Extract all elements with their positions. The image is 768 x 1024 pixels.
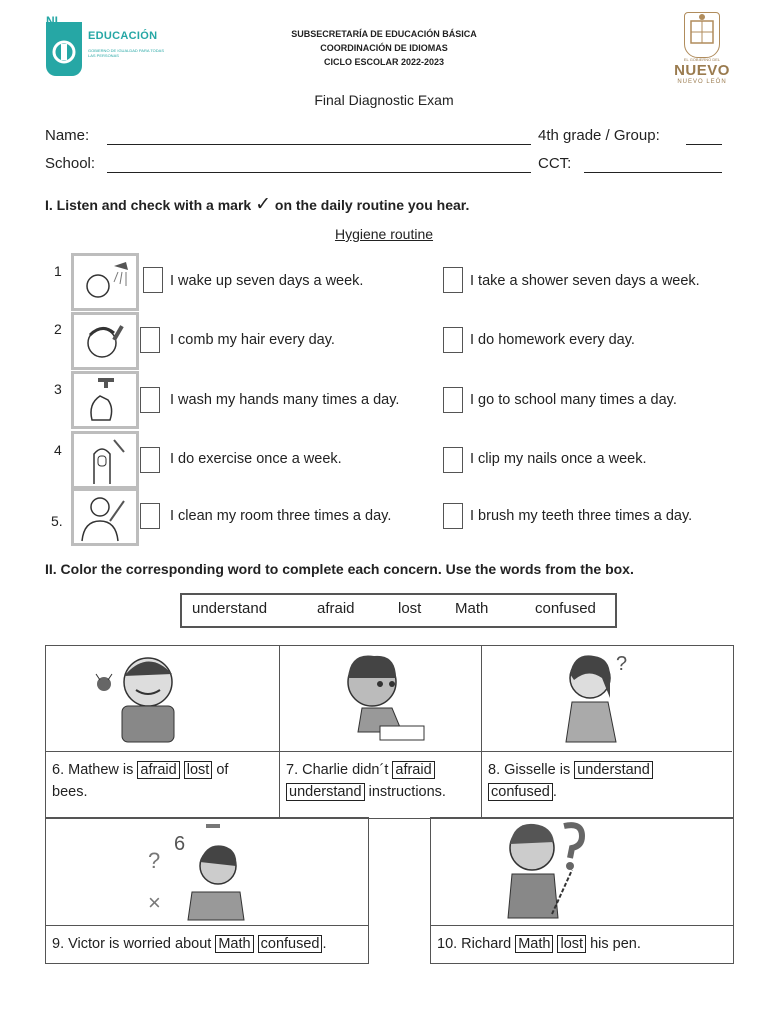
comb-hair-icon [71,312,139,370]
checkbox-row5-left[interactable] [140,503,160,529]
q10-option-lost[interactable]: lost [557,935,586,953]
svg-text:6: 6 [174,833,186,855]
q6-option-lost[interactable]: lost [184,761,213,779]
option-row1-right: I take a shower seven days a week. [470,273,700,289]
state-crest-icon [684,12,720,58]
brush-teeth-icon [71,488,139,546]
option-row1-left: I wake up seven days a week. [170,273,364,289]
logo-nl-text: NL [46,14,62,28]
word-bank-item: Math [455,600,489,617]
cct-label: CCT: [538,155,572,172]
school-label: School: [45,155,96,172]
nl-logo [46,22,82,76]
word-bank-item: lost [398,600,422,617]
svg-text:?: ? [616,653,628,675]
checkmark-icon: ✓ [255,194,271,215]
q10-option-math[interactable]: Math [515,935,553,953]
word-bank-item: confused [535,600,596,617]
hygiene-routine-subtitle: Hygiene routine [334,226,434,242]
q7-option-afraid[interactable]: afraid [392,761,434,779]
q8-option-confused[interactable]: confused [488,783,553,801]
checkbox-row2-left[interactable] [140,327,160,353]
logo-educacion-text: EDUCACIÓN [88,30,158,42]
q6-option-afraid[interactable]: afraid [137,761,179,779]
row-number: 2 [54,321,62,337]
gov-nuevo-text: NUEVO [674,62,730,79]
checkbox-row3-left[interactable] [140,387,160,413]
checkbox-row3-right[interactable] [443,387,463,413]
option-row5-right: I brush my teeth three times a day. [470,508,693,524]
checkbox-row5-right[interactable] [443,503,463,529]
header-line-1: SUBSECRETARÍA DE EDUCACIÓN BÁSICA [291,29,477,39]
shower-icon [71,253,139,311]
page-title: Final Diagnostic Exam [314,92,454,108]
question-7: 7. Charlie didn´t afraid understand instructions. [286,762,446,800]
gov-small-text: EL GOBIERNO DEL [683,57,721,62]
cct-field-line[interactable] [584,172,722,173]
header-line-2: COORDINACIÓN DE IDIOMAS [320,43,448,53]
victor-math-worried-icon [140,820,250,927]
question-10: 10. Richard Math lost his pen. [437,936,641,952]
logo-tagline: GOBIERNO DE IGUALDAD PARA TODAS LAS PERSONAS [88,48,165,58]
section-1-instruction-b: on the daily routine you hear. [274,197,470,213]
q7-option-understand[interactable]: understand [286,783,365,801]
checkbox-row2-right[interactable] [443,327,463,353]
option-row2-right: I do homework every day. [470,332,635,348]
question-9: 9. Victor is worried about Math confused . [52,936,327,952]
option-row2-left: I comb my hair every day. [170,332,335,348]
option-row5-left: I clean my room three times a day. [170,508,392,524]
header-line-3: CICLO ESCOLAR 2022-2023 [323,57,445,67]
checkbox-row1-left[interactable] [143,267,163,293]
q8-option-understand[interactable]: understand [574,761,653,779]
option-row4-left: I do exercise once a week. [170,451,342,467]
q9-option-math[interactable]: Math [215,935,253,953]
row-number: 5. [51,513,63,529]
wash-hands-icon [71,371,139,429]
row-number: 3 [54,381,62,397]
option-row4-right: I clip my nails once a week. [470,451,647,467]
question-6: 6. Mathew is afraid lost of bees. [52,762,229,800]
row-number: 4 [54,442,62,458]
q9-option-confused[interactable]: confused [258,935,323,953]
mathew-scared-bee-icon [90,648,190,751]
name-field-line[interactable] [107,144,531,145]
table-divider [279,645,280,817]
option-row3-right: I go to school many times a day. [470,392,677,408]
checkbox-row4-left[interactable] [140,447,160,473]
table-divider [45,751,732,752]
checkbox-row4-right[interactable] [443,447,463,473]
section-1-instruction-a: I. Listen and check with a mark [45,197,252,213]
richard-lost-pen-icon [492,818,592,927]
gov-leon-text: NUEVO LEÓN [677,79,727,85]
gisselle-confused-icon [558,648,638,751]
grade-group-label: 4th grade / Group: [538,127,660,144]
school-field-line[interactable] [107,172,531,173]
section-2-instruction: II. Color the corresponding word to complete each concern. Use the words from the box. [45,561,634,577]
section-1-instruction [45,193,469,216]
nail-icon [71,431,139,489]
checkbox-row1-right[interactable] [443,267,463,293]
table-divider [481,645,482,817]
group-field-line[interactable] [686,144,722,145]
name-label: Name: [45,127,90,144]
svg-text:×: × [148,890,161,915]
option-row3-left: I wash my hands many times a day. [170,392,400,408]
question-8: 8. Gisselle is understand confused . [488,759,728,803]
charlie-confused-icon [330,648,440,751]
row-number: 1 [54,263,62,279]
svg-text:?: ? [148,848,161,873]
word-bank-item: understand [192,600,268,617]
word-bank-item: afraid [317,600,355,617]
